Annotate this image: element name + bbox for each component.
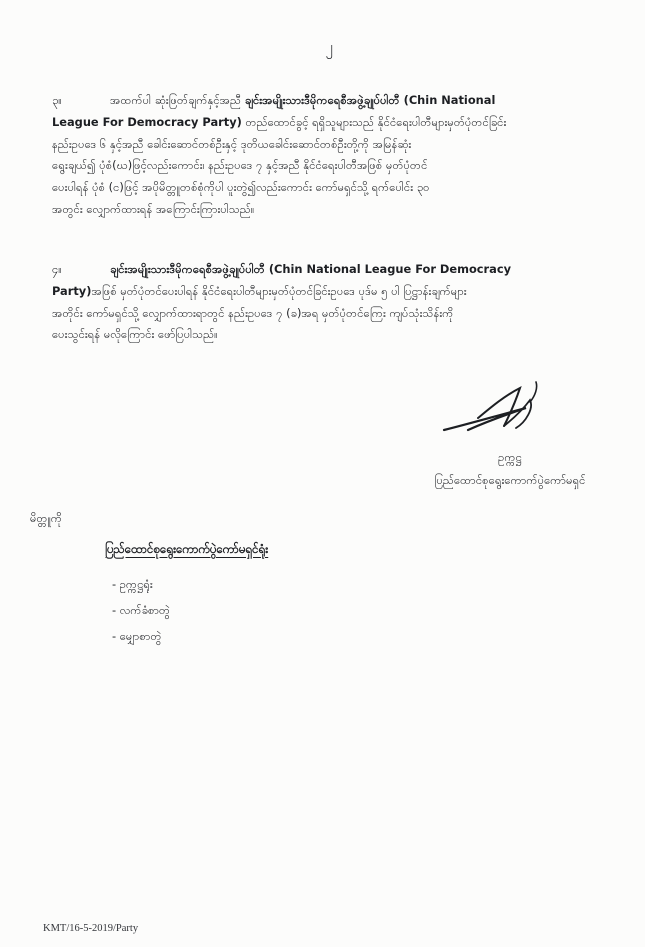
paragraph-line xyxy=(52,303,612,325)
paragraph-line xyxy=(52,259,612,281)
party-name-bold: Party) xyxy=(52,283,92,298)
list-item: - လက်ခံစာတွဲ xyxy=(112,603,171,617)
paragraph-4 xyxy=(52,259,612,346)
paragraph-3 xyxy=(52,90,612,221)
paragraph-line xyxy=(52,155,612,177)
line-text: နည်းဥပဒေ ၆ နှင့်အညီ ခေါင်းဆောင်တစ်ဦးနှင့် ဒုတိယခေါင်းဆောင်တစ်ဦးတို့ကို အမြန်ဆုံး xyxy=(52,136,412,151)
signature-block xyxy=(390,378,630,498)
copy-to-label: မိတ္တူကို xyxy=(30,511,63,525)
line-text: အဖြစ် မှတ်ပုံတင်ပေးပါရန် နိုင်ငံရေးပါတီများမှတ်ပုံတင်ခြင်းဥပဒေ ပုဒ်မ ၅ ပါ ပြဋ္ဌာန်းချက်များ xyxy=(91,283,467,298)
line-text: အတွင်း လျှောက်ထားရန် အကြောင်းကြားပါသည်။ xyxy=(52,201,255,216)
document-reference: KMT/16-5-2019/Party xyxy=(43,923,139,934)
paragraph-line xyxy=(52,112,612,134)
paragraph-number: ၃။ xyxy=(52,93,62,107)
line-text: အတိုင်း ကော်မရှင်သို့ လျှောက်ထားရာတွင် နည်းဥပဒေ ၇ (ခ)အရ မှတ်ပုံတင်ကြေး ကျပ်သုံးသိန်းကို xyxy=(52,305,454,320)
list-item: - မျှောစာတွဲ xyxy=(112,629,162,643)
paragraph-number: ၄။ xyxy=(52,262,62,276)
party-name-bold: ချင်းအမျိုးသားဒီမိုကရေစီအဖွဲ့ချုပ်ပါတီ (Chin National xyxy=(244,93,496,107)
paragraph-line xyxy=(52,281,612,303)
distribution-heading: ပြည်ထောင်စုရွေးကောက်ပွဲကော်မရှင်ရုံး xyxy=(105,542,269,556)
handwritten-signature xyxy=(438,378,558,448)
line-text: အထက်ပါ ဆုံးဖြတ်ချက်နှင့်အညီ xyxy=(110,93,245,107)
page-number: ၂ xyxy=(325,38,333,56)
list-item: - ဥက္ကဋ္ဌရုံး xyxy=(112,577,153,591)
paragraph-line xyxy=(52,90,612,112)
party-name-bold: ချင်းအမျိုးသားဒီမိုကရေစီအဖွဲ့ချုပ်ပါတီ (Chin National League For Democracy xyxy=(110,262,512,276)
paragraph-line xyxy=(52,324,612,346)
line-text: ပေးပါရန် ပုံစံ (င)ဖြင့် အပိုမိတ္တူတစ်စုံကိုပါ ပူးတွဲ၍လည်းကောင်း ကော်မရှင်သို့ ရက်ပေါင်း ၃၀ xyxy=(52,180,430,195)
paragraph-line xyxy=(52,199,612,221)
signatory-organization: ပြည်ထောင်စုရွေးကောက်ပွဲကော်မရှင် xyxy=(434,473,586,487)
signatory-title: ဥက္ကဋ္ဌ xyxy=(498,450,522,464)
party-name-bold: League For Democracy Party) xyxy=(52,114,242,129)
line-text: တည်ထောင်ခွင့် ရရှိသူများသည် နိုင်ငံရေးပါတီများမှတ်ပုံတင်ခြင်း xyxy=(241,114,507,129)
distribution-list xyxy=(112,571,170,649)
line-text: ရွေးချယ်၍ ပုံစံ(ဃ)ဖြင့်လည်းကောင်း၊ နည်းဥပဒေ ၇ နှင့်အညီ နိုင်ငံရေးပါတီအဖြစ် မှတ်ပုံတင် xyxy=(52,158,428,173)
paragraph-line xyxy=(52,134,612,156)
paragraph-line xyxy=(52,177,612,199)
line-text: ပေးသွင်းရန် မလိုကြောင်း ဖော်ပြပါသည်။ xyxy=(52,327,218,342)
